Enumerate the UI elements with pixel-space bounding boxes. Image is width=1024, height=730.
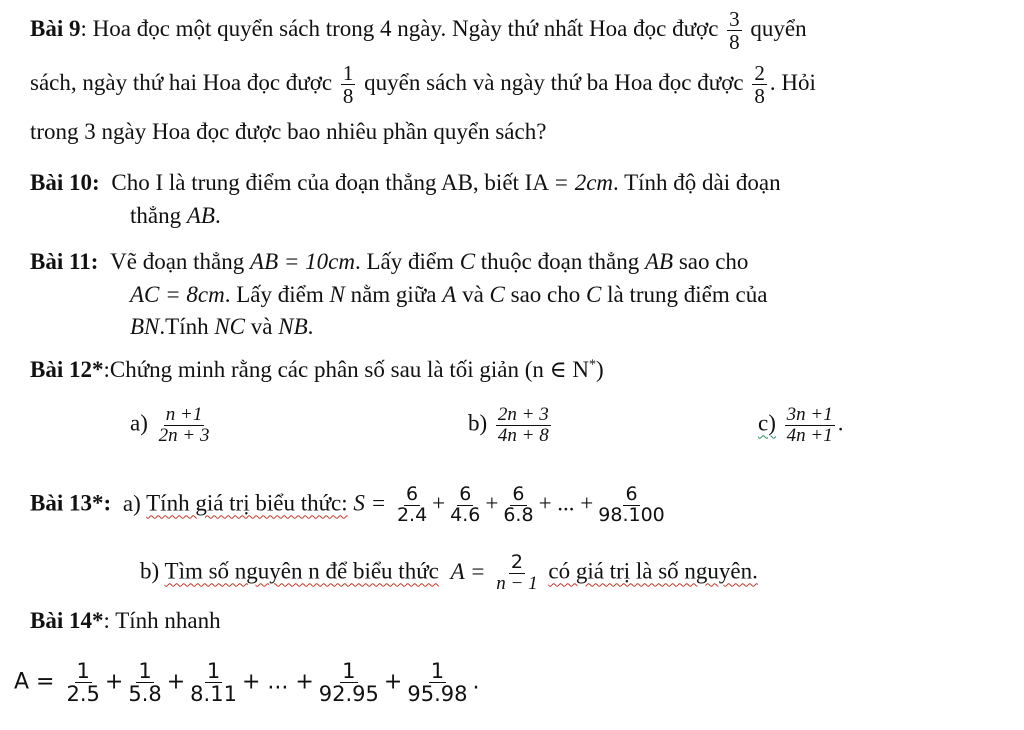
fraction-13-4: $\frac{6}{98.100}$ xyxy=(598,483,665,526)
problem-14-label: Bài 14* xyxy=(30,608,104,633)
problem-9-label: Bài 9 xyxy=(30,15,81,41)
fraction-14-5: $\frac{1}{95.98}$ xyxy=(407,659,468,707)
fraction-14-4: $\frac{1}{92.95}$ xyxy=(318,659,379,707)
fraction-3-8: $\frac{3}{8}$ xyxy=(729,7,740,55)
problem-12-part-c: c) $\frac{3n +1}{4n +1}$ . xyxy=(758,404,844,446)
fraction-2-8: $\frac{2}{8}$ xyxy=(754,61,765,109)
problem-11-line-1: Bài 11: Vẽ đoạn thẳng AB = 10cm. Lấy điểm C thuộc đoạn thẳng AB sao cho xyxy=(30,249,749,274)
problem-11-label: Bài 11: xyxy=(30,249,99,274)
problem-14-line-1: Bài 14*: Tính nhanh xyxy=(30,608,221,633)
problem-9-line-1: Bài 9: Hoa đọc một quyển sách trong 4 ngày. Ngày thứ nhất Hoa đọc được $\frac{3}{8}$ quyển xyxy=(30,7,807,55)
problem-10-line-2: thẳng AB. xyxy=(130,203,221,228)
fraction-14-3: $\frac{1}{8.11}$ xyxy=(190,659,237,707)
fraction-12b: $\frac{2n + 3}{4n + 8}$ xyxy=(497,404,549,446)
problem-10-line-1: Bài 10: Cho I là trung điểm của đoạn thẳng AB, biết IA = 2cm. Tính độ dài đoạn xyxy=(30,170,781,195)
problem-13-label: Bài 13* xyxy=(30,490,104,516)
problem-10-label: Bài 10: xyxy=(30,170,100,195)
problem-12-line-1: Bài 12*:Chứng minh rằng các phân số sau là tối giản (n ∈ N*) xyxy=(30,357,604,382)
problem-14-expression: A = $\frac{1}{2.5}$ + $\frac{1}{5.8}$ + $\frac{1}{8.11}$ + ... + $\frac{1}{92.95}$ + $\frac{1}{95.98}$ . xyxy=(14,659,480,707)
fraction-1-8: $\frac{1}{8}$ xyxy=(342,61,354,109)
problem-12-label: Bài 12* xyxy=(30,357,104,382)
fraction-14-2: $\frac{1}{5.8}$ xyxy=(128,659,162,707)
problem-13-line-2: b) Tìm số nguyên n để biểu thức A = $\frac{2}{n - 1}$ có giá trị là số nguyên. xyxy=(140,551,758,594)
problem-9-line-2: sách, ngày thứ hai Hoa đọc được $\frac{1}{8}$ quyển sách và ngày thứ ba Hoa đọc được $\frac{2}{8}$ . Hỏi xyxy=(30,61,816,109)
fraction-13-1: $\frac{6}{2.4}$ xyxy=(396,483,428,526)
problem-13-line-1: Bài 13*: a) Tính giá trị biểu thức: S = $\frac{6}{2.4}$ + $\frac{6}{4.6}$ + $\frac{6}{6.8}$ + ... + $\frac{6}{98.100}$ xyxy=(30,483,665,526)
fraction-12a: $\frac{n +1}{2n + 3}$ xyxy=(158,404,210,446)
fraction-14-1: $\frac{1}{2.5}$ xyxy=(66,659,100,707)
fraction-13b: $\frac{2}{n - 1}$ xyxy=(496,551,538,594)
problem-12-part-a: a) $\frac{n +1}{2n + 3}$ xyxy=(130,404,210,446)
fraction-13-2: $\frac{6}{4.6}$ xyxy=(450,483,481,526)
problem-11-line-2: AC = 8cm. Lấy điểm N nằm giữa A và C sao cho C là trung điểm của xyxy=(130,282,768,307)
problem-12-part-b: b) $\frac{2n + 3}{4n + 8}$ xyxy=(468,404,549,446)
problem-11-line-3: BN.Tính NC và NB. xyxy=(130,314,314,339)
fraction-12c: $\frac{3n +1}{4n +1}$ xyxy=(786,404,833,446)
fraction-13-3: $\frac{6}{6.8}$ xyxy=(503,483,534,526)
problem-9-line-3: trong 3 ngày Hoa đọc được bao nhiêu phần quyển sách? xyxy=(30,119,547,144)
